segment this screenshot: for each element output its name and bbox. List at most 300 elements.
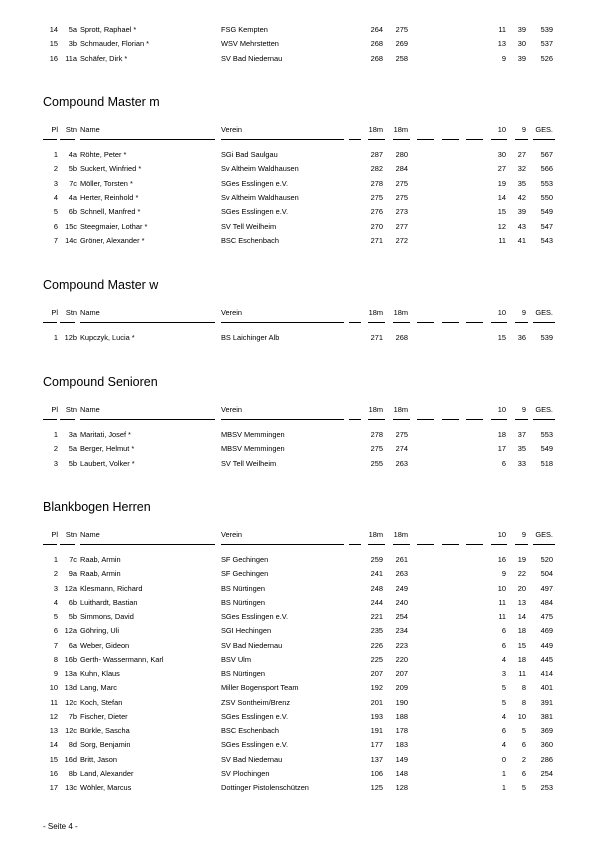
cell-r2: 18m bbox=[393, 125, 408, 134]
cell-stn: Stn bbox=[65, 308, 77, 317]
table-row bbox=[0, 567, 595, 581]
cell-x9: 8 bbox=[521, 683, 526, 693]
cell-pl: 1 bbox=[53, 430, 58, 439]
cell-r2: 263 bbox=[395, 458, 408, 468]
cell-r1: 271 bbox=[370, 235, 383, 245]
cell-r1: 106 bbox=[370, 768, 383, 778]
cell-x9: 30 bbox=[517, 39, 526, 49]
table-row bbox=[0, 191, 595, 205]
cell-verein: Miller Bogensport Team bbox=[221, 683, 299, 693]
cell-name: Koch, Stefan bbox=[80, 697, 123, 707]
cell-verein: SV Tell Weilheim bbox=[221, 458, 277, 468]
cell-stn: 7c bbox=[69, 555, 77, 564]
cell-name: Fischer, Dieter bbox=[80, 711, 128, 721]
cell-x9: 18 bbox=[517, 626, 526, 636]
cell-x10: 10 bbox=[497, 530, 506, 539]
cell-x10: 11 bbox=[498, 25, 506, 34]
table-header bbox=[0, 528, 595, 542]
cell-verein: SV Bad Niedernau bbox=[221, 640, 283, 650]
table-row bbox=[0, 653, 595, 667]
cell-x9: 20 bbox=[517, 583, 526, 593]
table-row bbox=[0, 596, 595, 610]
cell-name: Röhte, Peter * bbox=[80, 150, 127, 159]
table-row bbox=[0, 177, 595, 191]
cell-ges: 414 bbox=[540, 669, 553, 678]
cell-verein: Verein bbox=[221, 530, 242, 539]
cell-x10: 5 bbox=[501, 683, 506, 693]
table-row bbox=[0, 23, 595, 37]
cell-ges: GES. bbox=[535, 405, 553, 414]
cell-name: Sorg, Benjamin bbox=[80, 740, 131, 750]
table-row bbox=[0, 624, 595, 638]
cell-x9: 8 bbox=[521, 697, 526, 707]
cell-x10: 11 bbox=[498, 612, 506, 621]
cell-x9: 39 bbox=[517, 25, 526, 34]
cell-verein: ZSV Sontheim/Brenz bbox=[221, 697, 291, 707]
cell-x9: 9 bbox=[521, 530, 526, 539]
cell-name: Berger, Helmut * bbox=[80, 444, 135, 454]
cell-ges: 526 bbox=[540, 53, 553, 63]
cell-ges: 360 bbox=[540, 740, 553, 750]
cell-pl: 8 bbox=[53, 654, 58, 664]
header-underline bbox=[0, 419, 595, 420]
cell-stn: Stn bbox=[65, 530, 77, 539]
cell-r2: 269 bbox=[395, 39, 408, 49]
cell-verein: Verein bbox=[221, 405, 242, 414]
cell-verein: BSC Eschenbach bbox=[221, 726, 279, 735]
cell-pl: 4 bbox=[53, 597, 58, 607]
section-title: Compound Senioren bbox=[43, 375, 158, 389]
cell-stn: 13d bbox=[64, 683, 77, 693]
cell-r2: 18m bbox=[393, 405, 408, 414]
cell-name: Name bbox=[80, 530, 100, 539]
table-row bbox=[0, 681, 595, 695]
cell-ges: 553 bbox=[540, 430, 553, 439]
cell-x10: 11 bbox=[498, 235, 506, 245]
cell-x10: 16 bbox=[497, 555, 506, 564]
cell-verein: SV Bad Niedernau bbox=[221, 53, 283, 63]
cell-ges: 547 bbox=[540, 221, 553, 231]
cell-x9: 9 bbox=[521, 405, 526, 414]
cell-ges: 391 bbox=[540, 697, 553, 707]
cell-name: Luithardt, Bastian bbox=[80, 597, 138, 607]
cell-r2: 18m bbox=[393, 530, 408, 539]
table-row bbox=[0, 162, 595, 176]
cell-x10: 15 bbox=[497, 333, 506, 342]
cell-x10: 10 bbox=[497, 125, 506, 134]
cell-r1: 241 bbox=[370, 569, 383, 579]
cell-verein: MBSV Memmingen bbox=[221, 444, 285, 454]
cell-r1: 226 bbox=[370, 640, 383, 650]
cell-verein: SGi Bad Saulgau bbox=[221, 150, 278, 159]
cell-r2: 190 bbox=[395, 697, 408, 707]
cell-x9: 18 bbox=[517, 654, 526, 664]
cell-x10: 10 bbox=[497, 583, 506, 593]
cell-x9: 6 bbox=[521, 768, 526, 778]
cell-x9: 2 bbox=[521, 754, 526, 764]
cell-stn: Stn bbox=[65, 405, 77, 414]
cell-r2: 268 bbox=[395, 333, 408, 342]
cell-r2: 207 bbox=[395, 669, 408, 678]
cell-stn: 8b bbox=[68, 768, 77, 778]
cell-ges: 381 bbox=[540, 711, 553, 721]
cell-pl: 12 bbox=[49, 711, 58, 721]
cell-pl: 16 bbox=[49, 768, 58, 778]
cell-x10: 19 bbox=[497, 178, 506, 188]
cell-x9: 36 bbox=[517, 333, 526, 342]
cell-ges: 469 bbox=[540, 626, 553, 636]
page-footer: - Seite 4 - bbox=[43, 822, 78, 831]
cell-pl: 6 bbox=[53, 626, 58, 636]
cell-pl: 16 bbox=[49, 53, 58, 63]
cell-verein: WSV Mehrstetten bbox=[221, 39, 279, 49]
cell-pl: Pl bbox=[51, 308, 58, 317]
cell-name: Maritati, Josef * bbox=[80, 430, 131, 439]
cell-pl: 9 bbox=[53, 669, 58, 678]
cell-r1: 18m bbox=[368, 530, 383, 539]
cell-verein: SF Gechingen bbox=[221, 569, 269, 579]
cell-verein: BS Nürtingen bbox=[221, 597, 265, 607]
cell-ges: 566 bbox=[540, 164, 553, 174]
cell-pl: 3 bbox=[53, 178, 58, 188]
table-row bbox=[0, 753, 595, 767]
cell-x9: 39 bbox=[517, 207, 526, 217]
cell-x10: 17 bbox=[497, 444, 506, 454]
cell-pl: 14 bbox=[49, 740, 58, 750]
section-title: Compound Master m bbox=[43, 95, 160, 109]
cell-r2: 263 bbox=[395, 569, 408, 579]
cell-name: Suckert, Winfried * bbox=[80, 164, 142, 174]
cell-r2: 275 bbox=[395, 192, 408, 202]
cell-ges: 475 bbox=[540, 612, 553, 621]
cell-verein: BS Nürtingen bbox=[221, 669, 265, 678]
cell-x10: 12 bbox=[497, 221, 506, 231]
cell-x9: 27 bbox=[517, 150, 526, 159]
cell-x10: 11 bbox=[498, 597, 506, 607]
header-underline bbox=[0, 544, 595, 545]
cell-ges: 484 bbox=[540, 597, 553, 607]
cell-verein: SGes Esslingen e.V. bbox=[221, 740, 289, 750]
cell-verein: Dottinger Pistolenschützen bbox=[221, 783, 309, 792]
cell-name: Kupczyk, Lucia * bbox=[80, 333, 135, 342]
cell-r2: 223 bbox=[395, 640, 408, 650]
cell-x10: 1 bbox=[501, 768, 506, 778]
cell-x9: 14 bbox=[517, 612, 526, 621]
cell-x10: 15 bbox=[497, 207, 506, 217]
cell-stn: 16b bbox=[64, 654, 77, 664]
cell-x9: 13 bbox=[517, 597, 526, 607]
table-row bbox=[0, 781, 595, 795]
cell-stn: 7b bbox=[68, 711, 77, 721]
table-row bbox=[0, 710, 595, 724]
cell-verein: BSV Ulm bbox=[221, 654, 251, 664]
cell-ges: 543 bbox=[540, 235, 553, 245]
header-underline bbox=[0, 322, 595, 323]
cell-r2: 261 bbox=[395, 555, 408, 564]
cell-stn: 14c bbox=[65, 235, 77, 245]
cell-r2: 275 bbox=[395, 178, 408, 188]
cell-name: Göhring, Uli bbox=[80, 626, 120, 636]
cell-name: Kuhn, Klaus bbox=[80, 669, 120, 678]
cell-r1: 125 bbox=[370, 783, 383, 792]
cell-x10: 4 bbox=[501, 654, 506, 664]
cell-name: Name bbox=[80, 125, 100, 134]
cell-r2: 240 bbox=[395, 597, 408, 607]
cell-stn: 5b bbox=[68, 458, 77, 468]
cell-r1: 270 bbox=[370, 221, 383, 231]
cell-x9: 33 bbox=[517, 458, 526, 468]
cell-r2: 258 bbox=[395, 53, 408, 63]
cell-x10: 6 bbox=[501, 458, 506, 468]
cell-ges: 537 bbox=[540, 39, 553, 49]
cell-pl: 1 bbox=[53, 333, 58, 342]
cell-pl: 3 bbox=[53, 458, 58, 468]
table-row bbox=[0, 639, 595, 653]
cell-ges: 550 bbox=[540, 192, 553, 202]
cell-ges: 549 bbox=[540, 444, 553, 454]
cell-name: Land, Alexander bbox=[80, 768, 134, 778]
cell-verein: Verein bbox=[221, 125, 242, 134]
cell-name: Name bbox=[80, 405, 100, 414]
cell-x9: 5 bbox=[521, 726, 526, 735]
cell-stn: 13a bbox=[64, 669, 77, 678]
cell-verein: SV Tell Weilheim bbox=[221, 221, 277, 231]
cell-name: Schnell, Manfred * bbox=[80, 207, 141, 217]
cell-r1: 271 bbox=[370, 333, 383, 342]
cell-verein: BS Laichinger Alb bbox=[221, 333, 280, 342]
cell-verein: MBSV Memmingen bbox=[221, 430, 285, 439]
table-row bbox=[0, 610, 595, 624]
cell-r1: 255 bbox=[370, 458, 383, 468]
cell-stn: 13c bbox=[65, 783, 77, 792]
cell-r2: 272 bbox=[395, 235, 408, 245]
cell-stn: 12c bbox=[65, 726, 77, 735]
cell-x9: 9 bbox=[521, 308, 526, 317]
cell-x10: 6 bbox=[501, 726, 506, 735]
cell-r2: 249 bbox=[395, 583, 408, 593]
table-row bbox=[0, 442, 595, 456]
cell-stn: 5b bbox=[68, 164, 77, 174]
table-row bbox=[0, 457, 595, 471]
cell-stn: 7c bbox=[69, 178, 77, 188]
cell-r1: 137 bbox=[370, 754, 383, 764]
cell-name: Gerth- Wassermann, Karl bbox=[80, 654, 164, 664]
cell-pl: 5 bbox=[53, 612, 58, 621]
cell-ges: 497 bbox=[540, 583, 553, 593]
table-row bbox=[0, 37, 595, 51]
cell-pl: 6 bbox=[53, 221, 58, 231]
cell-name: Raab, Armin bbox=[80, 569, 121, 579]
cell-x9: 9 bbox=[521, 125, 526, 134]
cell-pl: 1 bbox=[53, 150, 58, 159]
cell-pl: 7 bbox=[53, 640, 58, 650]
cell-name: Schmauder, Florian * bbox=[80, 39, 150, 49]
cell-verein: Sv Altheim Waldhausen bbox=[221, 164, 299, 174]
cell-pl: 17 bbox=[49, 783, 58, 792]
cell-stn: 3a bbox=[68, 430, 77, 439]
cell-ges: 549 bbox=[540, 207, 553, 217]
cell-r1: 177 bbox=[370, 740, 383, 750]
cell-r2: 280 bbox=[395, 150, 408, 159]
cell-r2: 277 bbox=[395, 221, 408, 231]
cell-x9: 10 bbox=[517, 711, 526, 721]
cell-r2: 275 bbox=[395, 430, 408, 439]
cell-verein: SGes Esslingen e.V. bbox=[221, 612, 289, 621]
cell-x10: 6 bbox=[501, 640, 506, 650]
cell-pl: 13 bbox=[49, 726, 58, 735]
cell-r1: 193 bbox=[370, 711, 383, 721]
cell-stn: 8d bbox=[68, 740, 77, 750]
cell-name: Name bbox=[80, 308, 100, 317]
cell-x9: 22 bbox=[517, 569, 526, 579]
cell-stn: Stn bbox=[65, 125, 77, 134]
cell-verein: SGI Hechingen bbox=[221, 626, 272, 636]
cell-ges: 253 bbox=[540, 783, 553, 792]
cell-r1: 275 bbox=[370, 192, 383, 202]
cell-stn: 4a bbox=[68, 150, 77, 159]
table-row bbox=[0, 205, 595, 219]
cell-r1: 207 bbox=[370, 669, 383, 678]
cell-x9: 35 bbox=[517, 444, 526, 454]
cell-x10: 14 bbox=[497, 192, 506, 202]
table-row bbox=[0, 582, 595, 596]
cell-pl: Pl bbox=[51, 530, 58, 539]
table-row bbox=[0, 331, 595, 345]
cell-stn: 12a bbox=[64, 626, 77, 636]
cell-verein: BS Nürtingen bbox=[221, 583, 265, 593]
cell-r1: 244 bbox=[370, 597, 383, 607]
cell-r2: 234 bbox=[395, 626, 408, 636]
cell-x10: 1 bbox=[501, 783, 506, 792]
cell-r2: 183 bbox=[395, 740, 408, 750]
cell-pl: 3 bbox=[53, 583, 58, 593]
cell-name: Klesmann, Richard bbox=[80, 583, 143, 593]
cell-r1: 235 bbox=[370, 626, 383, 636]
cell-name: Laubert, Volker * bbox=[80, 458, 135, 468]
cell-name: Schäfer, Dirk * bbox=[80, 53, 128, 63]
cell-r1: 276 bbox=[370, 207, 383, 217]
cell-stn: 5a bbox=[68, 444, 77, 454]
cell-stn: 12a bbox=[64, 583, 77, 593]
cell-stn: 3b bbox=[68, 39, 77, 49]
cell-ges: GES. bbox=[535, 125, 553, 134]
cell-r1: 225 bbox=[370, 654, 383, 664]
cell-pl: 10 bbox=[49, 683, 58, 693]
cell-x9: 37 bbox=[517, 430, 526, 439]
cell-verein: Verein bbox=[221, 308, 242, 317]
table-row bbox=[0, 428, 595, 442]
cell-r1: 268 bbox=[370, 39, 383, 49]
cell-x9: 41 bbox=[517, 235, 526, 245]
cell-r1: 275 bbox=[370, 444, 383, 454]
cell-ges: 567 bbox=[540, 150, 553, 159]
cell-ges: GES. bbox=[535, 530, 553, 539]
table-row bbox=[0, 553, 595, 567]
cell-r1: 221 bbox=[370, 612, 383, 621]
cell-r1: 264 bbox=[370, 25, 383, 34]
cell-r1: 287 bbox=[370, 150, 383, 159]
cell-verein: FSG Kempten bbox=[221, 25, 268, 34]
cell-x9: 6 bbox=[521, 740, 526, 750]
cell-r1: 282 bbox=[370, 164, 383, 174]
cell-stn: 11a bbox=[65, 53, 77, 63]
cell-r2: 274 bbox=[395, 444, 408, 454]
cell-r1: 18m bbox=[368, 308, 383, 317]
table-row bbox=[0, 724, 595, 738]
cell-x10: 4 bbox=[501, 711, 506, 721]
cell-x10: 10 bbox=[497, 405, 506, 414]
cell-r2: 275 bbox=[395, 25, 408, 34]
cell-ges: 254 bbox=[540, 768, 553, 778]
cell-x9: 32 bbox=[517, 164, 526, 174]
cell-stn: 15c bbox=[65, 221, 77, 231]
cell-pl: 15 bbox=[49, 754, 58, 764]
table-header bbox=[0, 123, 595, 137]
cell-x10: 6 bbox=[501, 626, 506, 636]
cell-verein: BSC Eschenbach bbox=[221, 235, 279, 245]
cell-x10: 4 bbox=[501, 740, 506, 750]
cell-ges: 504 bbox=[540, 569, 553, 579]
cell-stn: 6a bbox=[68, 640, 77, 650]
cell-x10: 0 bbox=[501, 754, 506, 764]
cell-pl: Pl bbox=[51, 125, 58, 134]
cell-x9: 15 bbox=[517, 640, 526, 650]
table-row bbox=[0, 696, 595, 710]
cell-r2: 254 bbox=[395, 612, 408, 621]
section-title: Blankbogen Herren bbox=[43, 500, 151, 514]
cell-r2: 209 bbox=[395, 683, 408, 693]
cell-r2: 284 bbox=[395, 164, 408, 174]
table-row bbox=[0, 738, 595, 752]
cell-name: Gröner, Alexander * bbox=[80, 235, 145, 245]
cell-pl: 15 bbox=[49, 39, 58, 49]
cell-r1: 278 bbox=[370, 430, 383, 439]
cell-r2: 128 bbox=[395, 783, 408, 792]
cell-x10: 10 bbox=[497, 308, 506, 317]
cell-stn: 4a bbox=[68, 192, 77, 202]
cell-ges: 553 bbox=[540, 178, 553, 188]
cell-r1: 248 bbox=[370, 583, 383, 593]
cell-r1: 18m bbox=[368, 405, 383, 414]
cell-name: Bürkle, Sascha bbox=[80, 726, 130, 735]
cell-stn: 6b bbox=[68, 207, 77, 217]
cell-x10: 27 bbox=[497, 164, 506, 174]
table-row bbox=[0, 767, 595, 781]
cell-x10: 13 bbox=[497, 39, 506, 49]
cell-r2: 188 bbox=[395, 711, 408, 721]
cell-r1: 191 bbox=[370, 726, 383, 735]
cell-stn: 12b bbox=[64, 333, 77, 342]
cell-verein: SGes Esslingen e.V. bbox=[221, 178, 289, 188]
cell-ges: 449 bbox=[540, 640, 553, 650]
cell-r1: 18m bbox=[368, 125, 383, 134]
cell-x10: 9 bbox=[501, 569, 506, 579]
cell-r1: 278 bbox=[370, 178, 383, 188]
cell-name: Sprott, Raphael * bbox=[80, 25, 137, 34]
cell-r2: 273 bbox=[395, 207, 408, 217]
cell-stn: 5a bbox=[68, 25, 77, 34]
cell-r2: 148 bbox=[395, 768, 408, 778]
cell-pl: 2 bbox=[53, 569, 58, 579]
cell-verein: Sv Altheim Waldhausen bbox=[221, 192, 299, 202]
table-row bbox=[0, 234, 595, 248]
cell-stn: 6b bbox=[68, 597, 77, 607]
cell-ges: 539 bbox=[540, 333, 553, 342]
table-row bbox=[0, 148, 595, 162]
cell-r1: 192 bbox=[370, 683, 383, 693]
cell-verein: SGes Esslingen e.V. bbox=[221, 711, 289, 721]
cell-verein: SV Plochingen bbox=[221, 768, 270, 778]
